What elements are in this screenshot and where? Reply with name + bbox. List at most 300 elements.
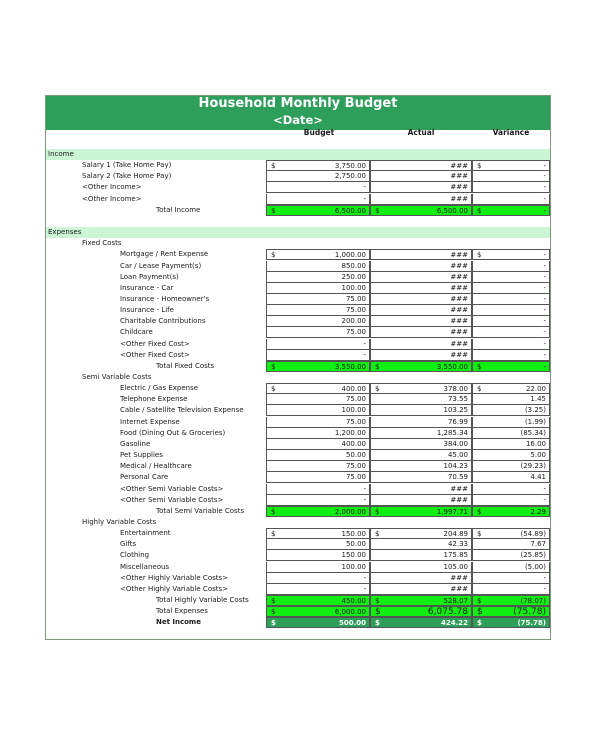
sheet-title: Household Monthly Budget bbox=[198, 96, 398, 111]
actual-cell[interactable] bbox=[370, 316, 472, 327]
row-label: Gasoline bbox=[120, 439, 151, 448]
total-row bbox=[46, 205, 550, 216]
variance-cell[interactable] bbox=[472, 461, 550, 472]
actual-value: ### bbox=[450, 484, 468, 493]
variance-cell[interactable] bbox=[472, 361, 550, 372]
currency-symbol: $ bbox=[271, 530, 276, 539]
actual-cell[interactable] bbox=[370, 160, 472, 171]
total-row bbox=[46, 606, 550, 617]
row-label: Telephone Expense bbox=[120, 395, 188, 404]
variance-cell[interactable] bbox=[472, 562, 550, 573]
actual-cell[interactable] bbox=[370, 439, 472, 450]
budget-value: 75.00 bbox=[345, 294, 366, 303]
actual-cell[interactable] bbox=[370, 417, 472, 428]
actual-cell[interactable] bbox=[370, 272, 472, 283]
currency-symbol: $ bbox=[375, 597, 380, 605]
section-header bbox=[46, 149, 550, 160]
budget-value: 75.00 bbox=[345, 417, 366, 426]
budget-value: 400.00 bbox=[341, 385, 366, 394]
budget-cell[interactable] bbox=[266, 617, 370, 628]
budget-cell[interactable] bbox=[266, 539, 370, 550]
row-label: Childcare bbox=[120, 328, 153, 337]
budget-value: 50.00 bbox=[345, 540, 366, 549]
budget-value: 1,000.00 bbox=[334, 251, 366, 260]
total-row bbox=[46, 361, 550, 372]
actual-cell[interactable] bbox=[370, 472, 472, 483]
actual-value: ### bbox=[450, 283, 468, 292]
actual-value: 3,550.00 bbox=[436, 362, 468, 371]
budget-value: 75.00 bbox=[345, 328, 366, 337]
actual-value: 528.07 bbox=[443, 597, 468, 605]
table-row bbox=[46, 160, 550, 171]
variance-value: 2.29 bbox=[530, 507, 546, 516]
variance-value: - bbox=[543, 194, 546, 203]
actual-value: 424.22 bbox=[440, 619, 468, 628]
row-label: Total Income bbox=[156, 205, 201, 214]
budget-cell[interactable] bbox=[266, 484, 370, 495]
variance-cell[interactable] bbox=[472, 350, 550, 361]
variance-cell[interactable] bbox=[472, 428, 550, 439]
variance-value: 1.45 bbox=[530, 395, 546, 404]
row-label: Salary 1 (Take Home Pay) bbox=[82, 161, 172, 170]
row-label: <Other Fixed Cost> bbox=[120, 339, 190, 348]
actual-value: ### bbox=[450, 272, 468, 281]
row-label: Clothing bbox=[120, 551, 150, 560]
row-label: Insurance - Car bbox=[120, 283, 174, 292]
budget-value: 150.00 bbox=[341, 551, 366, 560]
row-label: <Other Semi Variable Costs> bbox=[120, 484, 224, 493]
budget-cell[interactable] bbox=[266, 182, 370, 193]
variance-value: - bbox=[543, 306, 546, 315]
actual-cell[interactable] bbox=[370, 573, 472, 584]
actual-value: 384.00 bbox=[443, 439, 468, 448]
variance-value: - bbox=[543, 283, 546, 292]
row-label: Miscellaneous bbox=[120, 562, 170, 571]
actual-cell[interactable] bbox=[370, 595, 472, 606]
currency-symbol: $ bbox=[271, 597, 276, 605]
actual-cell[interactable] bbox=[370, 294, 472, 305]
variance-value: - bbox=[543, 206, 546, 215]
variance-cell[interactable] bbox=[472, 272, 550, 283]
variance-value: 4.41 bbox=[530, 473, 546, 482]
actual-value: ### bbox=[450, 495, 468, 504]
actual-cell[interactable] bbox=[370, 606, 472, 617]
budget-value: 2,000.00 bbox=[334, 507, 366, 516]
budget-value: - bbox=[363, 495, 366, 504]
budget-value: 50.00 bbox=[345, 451, 366, 460]
row-label: Expenses bbox=[48, 228, 82, 237]
group-header bbox=[46, 517, 550, 528]
variance-value: (75.78) bbox=[513, 607, 546, 618]
budget-cell[interactable] bbox=[266, 194, 370, 205]
table-row bbox=[46, 394, 550, 405]
budget-cell[interactable] bbox=[266, 405, 370, 416]
variance-cell[interactable] bbox=[472, 316, 550, 327]
row-label: Internet Expense bbox=[120, 417, 180, 426]
actual-cell[interactable] bbox=[370, 584, 472, 595]
row-label: <Other Income> bbox=[82, 183, 142, 192]
budget-cell[interactable] bbox=[266, 171, 370, 182]
budget-cell[interactable] bbox=[266, 327, 370, 338]
actual-value: ### bbox=[450, 261, 468, 270]
budget-cell[interactable] bbox=[266, 316, 370, 327]
table-row bbox=[46, 450, 550, 461]
column-header-variance: Variance bbox=[492, 128, 530, 137]
row-label: Total Expenses bbox=[156, 607, 208, 616]
actual-cell[interactable] bbox=[370, 394, 472, 405]
variance-cell[interactable] bbox=[472, 573, 550, 584]
budget-value: 6,500.00 bbox=[334, 206, 366, 215]
column-header-actual: Actual bbox=[407, 128, 435, 137]
variance-value: - bbox=[543, 350, 546, 359]
currency-symbol: $ bbox=[375, 385, 380, 394]
variance-value: 7.67 bbox=[530, 540, 546, 549]
budget-cell[interactable] bbox=[266, 205, 370, 216]
actual-cell[interactable] bbox=[370, 539, 472, 550]
variance-cell[interactable] bbox=[472, 283, 550, 294]
actual-value: 204.89 bbox=[443, 530, 468, 539]
actual-value: ### bbox=[450, 573, 468, 582]
budget-sheet bbox=[45, 95, 551, 640]
budget-value: 100.00 bbox=[341, 406, 366, 415]
currency-symbol: $ bbox=[271, 162, 276, 171]
currency-symbol: $ bbox=[477, 162, 482, 171]
row-label: Cable / Satellite Television Expense bbox=[120, 406, 244, 415]
variance-cell[interactable] bbox=[472, 305, 550, 316]
currency-symbol: $ bbox=[271, 608, 276, 617]
row-label: Food (Dining Out & Groceries) bbox=[120, 428, 226, 437]
table-row bbox=[46, 305, 550, 316]
variance-cell[interactable] bbox=[472, 205, 550, 216]
variance-cell[interactable] bbox=[472, 417, 550, 428]
actual-value: ### bbox=[450, 584, 468, 593]
budget-cell[interactable] bbox=[266, 450, 370, 461]
budget-cell[interactable] bbox=[266, 461, 370, 472]
budget-value: - bbox=[363, 573, 366, 582]
currency-symbol: $ bbox=[477, 206, 482, 215]
variance-value: (3.25) bbox=[524, 406, 546, 415]
actual-value: ### bbox=[450, 172, 468, 181]
variance-cell[interactable] bbox=[472, 472, 550, 483]
table-row bbox=[46, 171, 550, 182]
budget-value: 100.00 bbox=[341, 283, 366, 292]
variance-cell[interactable] bbox=[472, 584, 550, 595]
budget-cell[interactable] bbox=[266, 361, 370, 372]
currency-symbol: $ bbox=[477, 385, 482, 394]
budget-cell[interactable] bbox=[266, 350, 370, 361]
table-row bbox=[46, 383, 550, 394]
budget-value: - bbox=[363, 339, 366, 348]
actual-cell[interactable] bbox=[370, 350, 472, 361]
budget-cell[interactable] bbox=[266, 550, 370, 561]
actual-value: 104.23 bbox=[443, 462, 468, 471]
actual-cell[interactable] bbox=[370, 361, 472, 372]
variance-cell[interactable] bbox=[472, 606, 550, 617]
budget-cell[interactable] bbox=[266, 394, 370, 405]
row-label: <Other Highly Variable Costs> bbox=[120, 584, 229, 593]
variance-cell[interactable] bbox=[472, 595, 550, 606]
actual-value: 6,500.00 bbox=[436, 206, 468, 215]
currency-symbol: $ bbox=[477, 619, 482, 628]
row-label: <Other Fixed Cost> bbox=[120, 350, 190, 359]
table-row bbox=[46, 539, 550, 550]
table-row bbox=[46, 339, 550, 350]
actual-value: 6,075.78 bbox=[427, 607, 468, 618]
variance-cell[interactable] bbox=[472, 383, 550, 394]
variance-value: (54.89) bbox=[520, 530, 546, 539]
currency-symbol: $ bbox=[271, 507, 276, 516]
budget-value: - bbox=[363, 484, 366, 493]
currency-symbol: $ bbox=[271, 251, 276, 260]
actual-value: ### bbox=[450, 306, 468, 315]
title-bar bbox=[46, 96, 550, 130]
table-row bbox=[46, 550, 550, 561]
actual-cell[interactable] bbox=[370, 506, 472, 517]
budget-cell[interactable] bbox=[266, 584, 370, 595]
budget-value: 450.00 bbox=[341, 597, 366, 605]
row-label: Charitable Contributions bbox=[120, 317, 206, 326]
variance-value: - bbox=[543, 317, 546, 326]
actual-cell[interactable] bbox=[370, 339, 472, 350]
budget-cell[interactable] bbox=[266, 294, 370, 305]
group-header bbox=[46, 238, 550, 249]
actual-cell[interactable] bbox=[370, 305, 472, 316]
actual-cell[interactable] bbox=[370, 327, 472, 338]
budget-cell[interactable] bbox=[266, 439, 370, 450]
budget-value: - bbox=[363, 584, 366, 593]
variance-value: (29.23) bbox=[520, 462, 546, 471]
budget-cell[interactable] bbox=[266, 506, 370, 517]
net-income-row bbox=[46, 617, 550, 628]
currency-symbol: $ bbox=[271, 362, 276, 371]
variance-cell[interactable] bbox=[472, 194, 550, 205]
variance-value: - bbox=[543, 272, 546, 281]
budget-value: 75.00 bbox=[345, 395, 366, 404]
budget-value: 150.00 bbox=[341, 530, 366, 539]
row-label: Fixed Costs bbox=[82, 239, 122, 248]
actual-value: 103.25 bbox=[443, 406, 468, 415]
table-row bbox=[46, 417, 550, 428]
actual-cell[interactable] bbox=[370, 249, 472, 260]
budget-cell[interactable] bbox=[266, 383, 370, 394]
row-label: Income bbox=[48, 150, 74, 158]
actual-value: 105.00 bbox=[443, 562, 468, 571]
currency-symbol: $ bbox=[271, 206, 276, 215]
table-row bbox=[46, 573, 550, 584]
budget-cell[interactable] bbox=[266, 495, 370, 506]
row-label: <Other Income> bbox=[82, 194, 142, 203]
variance-cell[interactable] bbox=[472, 339, 550, 350]
budget-cell[interactable] bbox=[266, 417, 370, 428]
budget-value: - bbox=[363, 183, 366, 192]
budget-value: - bbox=[363, 194, 366, 203]
actual-value: ### bbox=[450, 328, 468, 337]
budget-value: 400.00 bbox=[341, 439, 366, 448]
actual-cell[interactable] bbox=[370, 528, 472, 539]
variance-cell[interactable] bbox=[472, 550, 550, 561]
table-row bbox=[46, 316, 550, 327]
variance-value: - bbox=[543, 183, 546, 192]
variance-value: - bbox=[543, 261, 546, 270]
currency-symbol: $ bbox=[375, 607, 381, 618]
variance-value: - bbox=[543, 484, 546, 493]
actual-cell[interactable] bbox=[370, 484, 472, 495]
variance-value: 16.00 bbox=[525, 439, 546, 448]
budget-cell[interactable] bbox=[266, 249, 370, 260]
variance-value: (75.78) bbox=[517, 619, 546, 628]
variance-cell[interactable] bbox=[472, 249, 550, 260]
actual-value: ### bbox=[450, 162, 468, 171]
budget-cell[interactable] bbox=[266, 272, 370, 283]
row-label: Gifts bbox=[120, 540, 137, 549]
variance-cell[interactable] bbox=[472, 394, 550, 405]
group-header bbox=[46, 372, 550, 383]
variance-value: - bbox=[543, 573, 546, 582]
variance-value: (1.99) bbox=[524, 417, 546, 426]
actual-cell[interactable] bbox=[370, 194, 472, 205]
row-label: Entertainment bbox=[120, 529, 171, 538]
variance-cell[interactable] bbox=[472, 160, 550, 171]
variance-cell[interactable] bbox=[472, 327, 550, 338]
actual-value: ### bbox=[450, 194, 468, 203]
row-label: Mortgage / Rent Expense bbox=[120, 250, 209, 259]
budget-value: 250.00 bbox=[341, 272, 366, 281]
currency-symbol: $ bbox=[271, 619, 276, 628]
variance-cell[interactable] bbox=[472, 484, 550, 495]
spacer-row bbox=[46, 216, 550, 227]
table-row bbox=[46, 528, 550, 539]
currency-symbol: $ bbox=[477, 362, 482, 371]
actual-cell[interactable] bbox=[370, 428, 472, 439]
variance-cell[interactable] bbox=[472, 171, 550, 182]
budget-cell[interactable] bbox=[266, 472, 370, 483]
variance-cell[interactable] bbox=[472, 182, 550, 193]
actual-value: ### bbox=[450, 350, 468, 359]
variance-value: - bbox=[543, 362, 546, 371]
row-label: Electric / Gas Expense bbox=[120, 384, 199, 393]
actual-cell[interactable] bbox=[370, 405, 472, 416]
budget-cell[interactable] bbox=[266, 606, 370, 617]
table-row bbox=[46, 283, 550, 294]
actual-value: ### bbox=[450, 317, 468, 326]
currency-symbol: $ bbox=[477, 607, 483, 618]
table-row bbox=[46, 249, 550, 260]
date-placeholder[interactable]: <Date> bbox=[273, 113, 323, 127]
actual-value: 175.85 bbox=[443, 551, 468, 560]
table-row bbox=[46, 350, 550, 361]
variance-cell[interactable] bbox=[472, 617, 550, 628]
budget-cell[interactable] bbox=[266, 283, 370, 294]
table-row bbox=[46, 194, 550, 205]
variance-cell[interactable] bbox=[472, 405, 550, 416]
actual-cell[interactable] bbox=[370, 171, 472, 182]
variance-cell[interactable] bbox=[472, 294, 550, 305]
budget-cell[interactable] bbox=[266, 528, 370, 539]
actual-cell[interactable] bbox=[370, 450, 472, 461]
section-header bbox=[46, 227, 550, 238]
budget-value: 75.00 bbox=[345, 306, 366, 315]
actual-cell[interactable] bbox=[370, 617, 472, 628]
actual-cell[interactable] bbox=[370, 461, 472, 472]
actual-cell[interactable] bbox=[370, 562, 472, 573]
budget-cell[interactable] bbox=[266, 573, 370, 584]
currency-symbol: $ bbox=[375, 362, 380, 371]
variance-cell[interactable] bbox=[472, 450, 550, 461]
variance-cell[interactable] bbox=[472, 495, 550, 506]
budget-value: 1,200.00 bbox=[334, 428, 366, 437]
table-row bbox=[46, 484, 550, 495]
table-row bbox=[46, 472, 550, 483]
currency-symbol: $ bbox=[375, 530, 380, 539]
actual-cell[interactable] bbox=[370, 383, 472, 394]
table-row bbox=[46, 327, 550, 338]
total-row bbox=[46, 595, 550, 606]
actual-cell[interactable] bbox=[370, 182, 472, 193]
variance-cell[interactable] bbox=[472, 261, 550, 272]
table-row bbox=[46, 439, 550, 450]
actual-value: 45.00 bbox=[447, 451, 468, 460]
variance-value: - bbox=[543, 162, 546, 171]
table-row bbox=[46, 562, 550, 573]
currency-symbol: $ bbox=[271, 385, 276, 394]
budget-cell[interactable] bbox=[266, 595, 370, 606]
budget-value: 200.00 bbox=[341, 317, 366, 326]
variance-value: 22.00 bbox=[525, 385, 546, 394]
actual-cell[interactable] bbox=[370, 495, 472, 506]
budget-cell[interactable] bbox=[266, 562, 370, 573]
budget-cell[interactable] bbox=[266, 160, 370, 171]
actual-cell[interactable] bbox=[370, 205, 472, 216]
budget-cell[interactable] bbox=[266, 339, 370, 350]
variance-value: - bbox=[543, 294, 546, 303]
table-row bbox=[46, 405, 550, 416]
variance-cell[interactable] bbox=[472, 539, 550, 550]
budget-value: - bbox=[363, 350, 366, 359]
variance-value: 5.00 bbox=[530, 451, 546, 460]
actual-value: ### bbox=[450, 294, 468, 303]
variance-cell[interactable] bbox=[472, 439, 550, 450]
row-label: Loan Payment(s) bbox=[120, 272, 179, 281]
row-label: Total Fixed Costs bbox=[156, 361, 215, 370]
variance-value: (78.07) bbox=[520, 597, 546, 605]
actual-cell[interactable] bbox=[370, 261, 472, 272]
actual-value: 1,285.34 bbox=[436, 428, 468, 437]
budget-value: 75.00 bbox=[345, 473, 366, 482]
budget-value: 850.00 bbox=[341, 261, 366, 270]
row-label: <Other Highly Variable Costs> bbox=[120, 573, 229, 582]
variance-value: - bbox=[543, 584, 546, 593]
table-row bbox=[46, 584, 550, 595]
actual-cell[interactable] bbox=[370, 550, 472, 561]
budget-value: 3,550.00 bbox=[334, 362, 366, 371]
row-label: Highly Variable Costs bbox=[82, 517, 157, 526]
variance-value: (5.00) bbox=[524, 562, 546, 571]
actual-cell[interactable] bbox=[370, 283, 472, 294]
budget-cell[interactable] bbox=[266, 305, 370, 316]
variance-value: - bbox=[543, 172, 546, 181]
currency-symbol: $ bbox=[375, 619, 380, 628]
actual-value: ### bbox=[450, 183, 468, 192]
row-label: Insurance - Homeowner's bbox=[120, 294, 210, 303]
budget-cell[interactable] bbox=[266, 428, 370, 439]
budget-value: 6,000.00 bbox=[334, 608, 366, 617]
variance-cell[interactable] bbox=[472, 506, 550, 517]
row-label: Medical / Healthcare bbox=[120, 462, 192, 471]
variance-cell[interactable] bbox=[472, 528, 550, 539]
budget-value: 3,750.00 bbox=[334, 162, 366, 171]
budget-cell[interactable] bbox=[266, 261, 370, 272]
actual-value: ### bbox=[450, 251, 468, 260]
